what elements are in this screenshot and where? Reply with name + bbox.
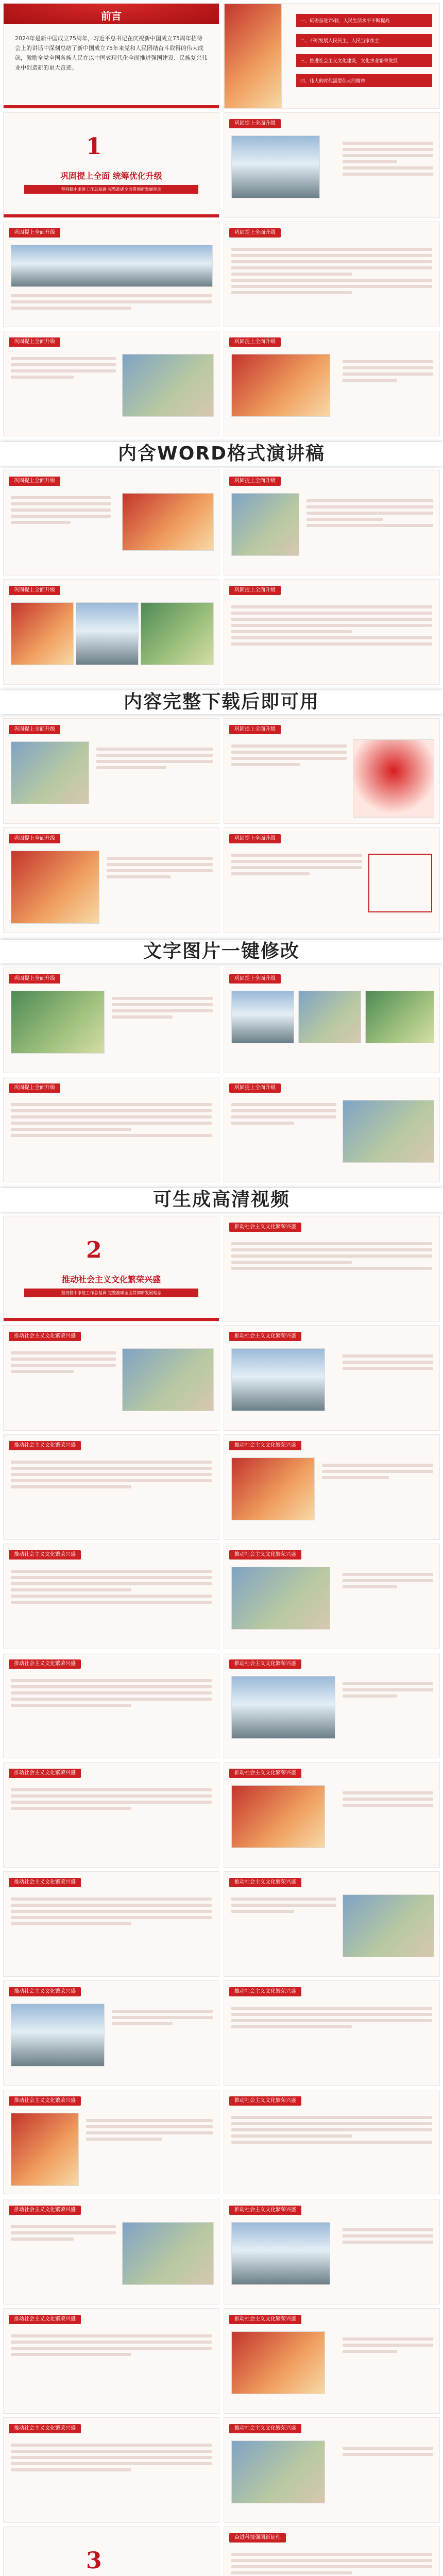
content-text (343, 1570, 433, 1626)
content-text (343, 1351, 433, 1408)
content-text (107, 854, 213, 910)
slide-content[interactable] (224, 1325, 440, 1431)
section1-number: 1 (86, 133, 102, 160)
content-text (343, 2334, 433, 2391)
content-text (231, 1239, 432, 1291)
slide-header: 巩固提上全面升级 (9, 974, 60, 984)
slide-header: 推动社会主义文化繁荣兴盛 (9, 1550, 81, 1560)
slide-header: 巩固提上全面升级 (9, 337, 60, 347)
slide-header: 巩固提上全面升级 (229, 834, 281, 843)
content-photo (11, 991, 105, 1054)
slide-header: 巩固提上全面升级 (229, 477, 281, 486)
slide-header: 巩固提上全面升级 (9, 477, 60, 486)
content-text (11, 2331, 212, 2383)
content-photo (343, 1100, 434, 1163)
slide-content[interactable] (3, 718, 219, 824)
content-photo (365, 991, 434, 1043)
toc-item[interactable]: 一、砥砺奋进75载，人民生活水平不断提高 (296, 14, 432, 27)
slide-content[interactable] (224, 1544, 440, 1649)
promo-banner (0, 690, 443, 714)
slide-content[interactable] (224, 1434, 440, 1540)
content-text (112, 994, 213, 1050)
content-text (11, 493, 111, 545)
content-photo (298, 991, 361, 1043)
slide-header: 巩固提上全面升级 (229, 974, 281, 984)
content-photo (141, 602, 214, 665)
slide-header: 推动社会主义文化繁荣兴盛 (9, 1332, 81, 1341)
content-text (11, 2222, 116, 2274)
slide-header: 巩固提上全面升级 (229, 228, 281, 238)
content-photo (76, 602, 139, 665)
flag-bar (4, 214, 219, 217)
slide-content[interactable] (3, 470, 219, 575)
content-text (306, 496, 433, 553)
slide-content[interactable] (3, 2199, 219, 2304)
slide-content[interactable] (224, 968, 440, 1073)
preface-title: 前言 (101, 10, 122, 22)
slide-toc[interactable] (224, 3, 440, 109)
content-text (231, 1894, 336, 1946)
slide-content[interactable] (224, 1653, 440, 1758)
slide-header: 推动社会主义文化繁荣兴盛 (9, 1769, 81, 1778)
slide-header: 巩固提上全面升级 (9, 586, 60, 595)
content-text (343, 1679, 433, 1736)
content-text (96, 744, 213, 801)
slide-header: 推动社会主义文化繁荣兴盛 (229, 1659, 301, 1669)
slide-header: 巩固提上全面升级 (229, 119, 281, 128)
section2-subtitle: 坚持稳中求进工作总基调 完整准确全面贯彻新发展理念 (24, 1289, 198, 1297)
slide-section1[interactable] (3, 112, 219, 218)
content-photo (231, 1567, 330, 1630)
slide-header: 推动社会主义文化繁荣兴盛 (229, 1987, 301, 1996)
toc-list (296, 14, 432, 87)
content-photo (343, 1894, 434, 1957)
slide-header: 巩固提上全面升级 (9, 1083, 60, 1093)
content-photo (231, 2441, 325, 2503)
content-photo (231, 1348, 325, 1411)
slide-header: 推动社会主义文化繁荣兴盛 (9, 2206, 81, 2215)
content-photo (122, 493, 214, 551)
content-text (11, 1100, 212, 1151)
slide-content[interactable] (224, 470, 440, 575)
toc-image (224, 4, 282, 109)
content-photo (353, 739, 434, 818)
slide-header: 推动社会主义文化繁荣兴盛 (229, 2096, 301, 2106)
content-text (11, 1894, 212, 1946)
content-text (343, 1788, 433, 1845)
slide-header: 巩固提上全面升级 (229, 1083, 281, 1093)
toc-item[interactable]: 二、不断发展人民民主，人民当家作主 (296, 34, 432, 47)
content-text (112, 2007, 213, 2063)
slide-content[interactable] (224, 1216, 440, 1321)
content-photo (231, 135, 320, 198)
slide-content[interactable] (224, 1762, 440, 1868)
promo-banner-text: 内容完整下载后即可用 (123, 691, 319, 713)
slide-content[interactable] (224, 2090, 440, 2195)
content-photo (231, 2222, 330, 2285)
flag-bar (4, 1318, 219, 1321)
slide-header: 推动社会主义文化繁荣兴盛 (229, 2315, 301, 2324)
content-text (231, 245, 432, 296)
slide-header: 推动社会主义文化繁荣兴盛 (229, 2206, 301, 2215)
toc-item[interactable]: 四、伟大的时代需要伟大的精神 (296, 74, 432, 87)
content-text (231, 1100, 336, 1151)
slide-content[interactable] (3, 1077, 219, 1182)
content-text (11, 2441, 212, 2492)
slide-header: 巩固提上全面升级 (229, 337, 281, 347)
promo-banner (0, 442, 443, 466)
toc-item[interactable]: 三、推进社会主义文化建设，文化事业繁荣发展 (296, 54, 432, 67)
slide-content[interactable] (3, 2308, 219, 2414)
slide-header: 巩固提上全面升级 (229, 586, 281, 595)
slide-header: 巩固提上全面升级 (9, 228, 60, 238)
slide-header: 推动社会主义文化繁荣兴盛 (229, 1769, 301, 1778)
slide-header: 推动社会主义文化繁荣兴盛 (229, 1878, 301, 1887)
slide-content[interactable] (224, 2308, 440, 2414)
slide-content[interactable] (224, 1871, 440, 1977)
slide-header: 推动社会主义文化繁荣兴盛 (229, 1332, 301, 1341)
slide-content[interactable] (3, 331, 219, 436)
promo-banner-text: 内含WORD格式演讲稿 (118, 443, 325, 464)
slide-content[interactable] (224, 827, 440, 933)
section2-title: 推动社会主义文化繁荣兴盛 (61, 1275, 161, 1284)
promo-banner (0, 1188, 443, 1212)
slide-content[interactable] (3, 2417, 219, 2523)
content-text (231, 602, 432, 654)
content-photo (122, 354, 214, 417)
slide-content[interactable] (3, 1325, 219, 1431)
section1-title: 巩固提上全面 统筹优化升级 (60, 171, 162, 181)
section3-number: 3 (86, 2548, 102, 2574)
slide-content[interactable] (3, 1871, 219, 1977)
content-text (231, 741, 347, 793)
content-text (343, 2225, 433, 2282)
content-text (11, 1567, 212, 1618)
slide-section3[interactable] (3, 2527, 219, 2576)
content-text (231, 2113, 432, 2164)
section2-number: 2 (86, 1237, 102, 1263)
slide-preface[interactable] (3, 3, 219, 109)
content-text (343, 139, 433, 195)
slide-content[interactable] (3, 222, 219, 327)
slide-content[interactable] (224, 1980, 440, 2086)
content-photo (11, 245, 213, 287)
slide-header: 奋进科技强国新征程 (229, 2533, 286, 2543)
content-text (11, 291, 212, 327)
slide-content[interactable] (3, 1980, 219, 2086)
content-text (343, 357, 433, 414)
slide-header: 推动社会主义文化繁荣兴盛 (9, 2315, 81, 2324)
slide-header: 巩固提上全面升级 (9, 725, 60, 734)
slide-content[interactable] (3, 827, 219, 933)
slide-header: 推动社会主义文化繁荣兴盛 (229, 2424, 301, 2433)
slide-header: 推动社会主义文化繁荣兴盛 (9, 2096, 81, 2106)
slide-content[interactable] (224, 112, 440, 218)
slide-content[interactable] (224, 222, 440, 327)
slide-content[interactable] (3, 1653, 219, 1758)
slide-content[interactable] (3, 2090, 219, 2195)
content-photo (122, 2222, 214, 2285)
content-photo (231, 991, 294, 1043)
content-photo (231, 354, 330, 417)
red-frame (368, 854, 432, 912)
slide-content[interactable] (3, 579, 219, 685)
preface-body: 2024年是新中国成立75周年，习近平总书记在庆祝新中国成立75周年招待会上的讲话中深刻总结了新中国成立75年来党和人民团结奋斗取得的伟大成就，激励全党全国各族人民在以中国式现代化全面推进强国建设、民族复兴伟业中创造新的更大奇迹。 (15, 35, 208, 71)
slide-header: 推动社会主义文化繁荣兴盛 (229, 1441, 301, 1450)
slide-header: 推动社会主义文化繁荣兴盛 (9, 1659, 81, 1669)
flag-bar (4, 105, 219, 108)
slide-header: 巩固提上全面升级 (229, 725, 281, 734)
slide-content[interactable] (224, 2417, 440, 2523)
slide-content[interactable] (224, 579, 440, 685)
content-text (343, 2444, 433, 2500)
promo-banner (0, 940, 443, 963)
slide-header: 推动社会主义文化繁荣兴盛 (9, 1441, 81, 1450)
slide-section2[interactable] (3, 1216, 219, 1321)
content-photo (231, 1785, 325, 1848)
slide-content[interactable] (3, 1434, 219, 1540)
slide-header: 推动社会主义文化繁荣兴盛 (229, 1223, 301, 1232)
content-photo (122, 1348, 214, 1411)
content-photo (231, 493, 299, 556)
slide-header: 推动社会主义文化繁荣兴盛 (229, 1550, 301, 1560)
slide-content[interactable] (224, 2199, 440, 2304)
slide-header: 推动社会主义文化繁荣兴盛 (9, 2424, 81, 2433)
content-text (231, 2004, 432, 2055)
slide-content[interactable] (3, 968, 219, 1073)
content-text (11, 1676, 212, 1727)
content-photo (11, 2113, 79, 2186)
slide-header: 推动社会主义文化繁荣兴盛 (9, 1987, 81, 1996)
slide-content[interactable] (224, 2527, 440, 2576)
content-photo (11, 2004, 105, 2066)
content-photo (231, 1458, 315, 1520)
content-photo (231, 2331, 325, 2394)
section1-subtitle: 坚持稳中求进工作总基调 完整准确全面贯彻新发展理念 (24, 185, 198, 194)
content-photo (11, 741, 89, 804)
slide-content[interactable] (3, 1762, 219, 1868)
slide-content[interactable] (224, 718, 440, 824)
content-text (322, 1461, 433, 1517)
slide-header: 巩固提上全面升级 (9, 834, 60, 843)
content-text (11, 354, 116, 405)
content-text (231, 851, 362, 902)
slide-content[interactable] (224, 1077, 440, 1182)
content-photo (231, 1676, 335, 1739)
slide-header: 推动社会主义文化繁荣兴盛 (9, 1878, 81, 1887)
content-text (11, 1348, 116, 1400)
content-text (11, 1785, 212, 1837)
content-text (231, 2550, 432, 2576)
content-photo (11, 602, 74, 665)
content-text (86, 2116, 213, 2173)
content-photo (11, 851, 99, 924)
slide-content[interactable] (224, 331, 440, 436)
slide-content[interactable] (3, 1544, 219, 1649)
promo-banner-text: 可生成高清视频 (152, 1189, 290, 1210)
content-text (11, 1458, 212, 1509)
promo-banner-text: 文字图片一键修改 (143, 941, 300, 962)
